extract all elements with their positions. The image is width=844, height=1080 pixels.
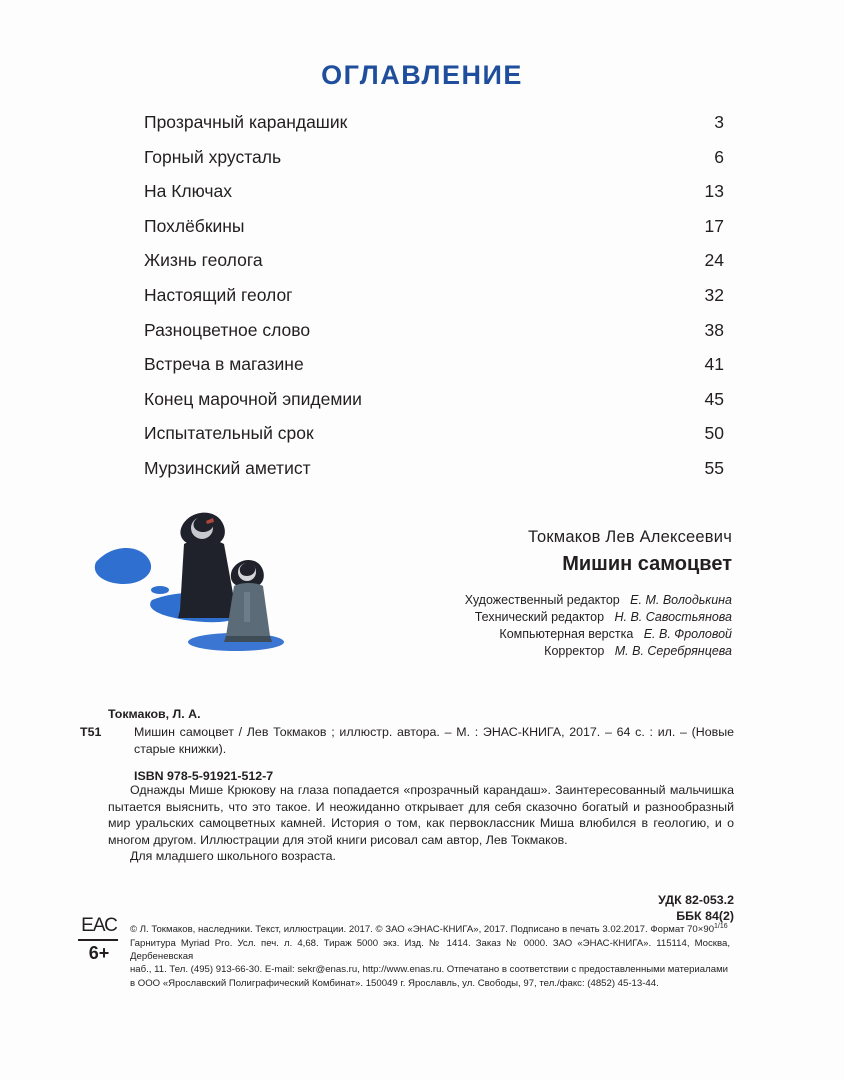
credit-person: М. В. Серебрянцева xyxy=(614,644,732,658)
imprint-line: Гарнитура Myriad Pro. Усл. печ. л. 4,68. Тираж 5000 экз. Изд. № 1414. Заказ № 0000. ЗАО «ЭНАС-КНИГА». 115114, Москва, Дербеневская xyxy=(130,937,730,962)
toc-leader-dots xyxy=(301,297,684,298)
toc-leader-dots xyxy=(240,193,684,194)
toc-entry xyxy=(144,112,724,147)
cip-author: Токмаков, Л. А. xyxy=(108,707,201,721)
credit-person: Е. В. Фроловой xyxy=(643,627,732,641)
imprint-fine-print xyxy=(130,920,730,990)
page-title: ОГЛАВЛЕНИЕ xyxy=(321,60,523,90)
imprint-line-text: © Л. Токмаков, наследники. Текст, иллюстрации. 2017. © ЗАО «ЭНАС-КНИГА», 2017. Подписано в печать 3.02.2017. Формат 70×90 xyxy=(130,924,715,936)
toc-leader-dots xyxy=(271,262,684,263)
table-of-contents xyxy=(144,112,724,493)
toc-entry xyxy=(144,216,724,251)
bbk-code: ББК 84(2) xyxy=(676,909,734,923)
toc-entry xyxy=(144,250,724,285)
imprint-line: в ООО «Ярославский Полиграфический Комбинат». 150049 г. Ярославль, ул. Свободы, 97, тел./факс: (4852) 45-13-44. xyxy=(130,977,659,989)
toc-entry xyxy=(144,147,724,182)
toc-entry-page: 13 xyxy=(704,181,724,202)
imprint-line xyxy=(130,920,730,937)
toc-leader-dots xyxy=(322,435,684,436)
credit-role: Компьютерная верстка xyxy=(499,627,634,641)
toc-entry-page: 24 xyxy=(704,250,724,271)
imprint-format-fraction: 1/16 xyxy=(714,923,728,930)
eac-conformity-mark xyxy=(78,916,120,963)
toc-leader-dots xyxy=(355,124,684,125)
toc-entry-page: 6 xyxy=(714,146,724,167)
toc-leader-dots xyxy=(289,159,684,160)
credit-line xyxy=(392,643,732,660)
toc-leader-dots xyxy=(312,366,684,367)
toc-entry xyxy=(144,389,724,424)
toc-entry-label: Похлёбкины xyxy=(144,215,245,236)
age-rating-badge: 6+ xyxy=(88,943,110,963)
toc-entry xyxy=(144,285,724,320)
toc-entry-label: Настоящий геолог xyxy=(144,284,293,305)
toc-entry-label: Разноцветное слово xyxy=(144,319,311,340)
credit-line xyxy=(392,609,732,626)
toc-entry-page: 38 xyxy=(704,319,724,340)
toc-leader-dots xyxy=(370,401,684,402)
toc-entry xyxy=(144,181,724,216)
colophon xyxy=(392,528,732,660)
toc-leader-dots xyxy=(318,332,684,333)
toc-entry xyxy=(144,354,724,389)
toc-entry-page: 45 xyxy=(704,388,724,409)
toc-entry-page: 50 xyxy=(704,423,724,444)
toc-entry-page: 17 xyxy=(704,215,724,236)
annotation-paragraph: Для младшего школьного возраста. xyxy=(130,849,336,864)
eac-icon: ЕАС xyxy=(81,915,117,936)
credit-line xyxy=(392,626,732,643)
credit-line xyxy=(392,592,732,609)
toc-entry-label: На Ключах xyxy=(144,181,232,202)
toc-leader-dots xyxy=(319,470,684,471)
toc-entry xyxy=(144,458,724,493)
credit-role: Художественный редактор xyxy=(464,593,620,607)
credit-role: Технический редактор xyxy=(474,610,605,624)
toc-leader-dots xyxy=(253,228,684,229)
toc-entry-label: Мурзинский аметист xyxy=(144,457,311,478)
toc-entry-label: Конец марочной эпидемии xyxy=(144,388,362,409)
annotation-paragraph: Однажды Мише Крюкову на глаза попадается «прозрачный карандаш». Заинтересованный мальчишка пытается выяснить, что это такое. И неожиданно открывает для себя сказочно богатый и разнообразный мир уральских самоцветных камней. История о том, как первоклассник Миша влюбился в геологию, и о многом другом. Иллюстрации для этой книги рисовал сам автор, Лев Токмаков. xyxy=(108,783,734,847)
toc-entry xyxy=(144,320,724,355)
colophon-book-title: Мишин самоцвет xyxy=(562,553,732,575)
toc-entry-page: 32 xyxy=(704,284,724,305)
divider xyxy=(78,939,118,941)
illustration-two-figures xyxy=(86,492,376,682)
toc-entry-page: 41 xyxy=(704,354,724,375)
toc-entry-label: Испытательный срок xyxy=(144,423,314,444)
udk-code: УДК 82-053.2 xyxy=(658,893,734,907)
toc-entry-label: Горный хрусталь xyxy=(144,146,282,167)
cataloguing-block xyxy=(80,706,734,785)
toc-entry xyxy=(144,423,724,458)
imprint-line: наб., 11. Тел. (495) 913-66-30. E-mail: sekr@enas.ru, http://www.enas.ru. Отпечатано в соответствии с предоставленными материалами xyxy=(130,964,729,976)
cip-shelf-code: Т51 xyxy=(80,725,102,739)
toc-entry-label: Жизнь геолога xyxy=(144,250,263,271)
credit-person: Н. В. Савостьянова xyxy=(614,610,732,624)
cip-description: Мишин самоцвет / Лев Токмаков ; иллюстр. автора. – М. : ЭНАС-КНИГА, 2017. – 64 с. : ил. – (Новые старые книжки). xyxy=(134,725,734,756)
toc-entry-page: 3 xyxy=(714,112,724,132)
toc-entry-label: Встреча в магазине xyxy=(144,354,304,375)
colophon-author: Токмаков Лев Алексеевич xyxy=(528,528,732,546)
isbn: ISBN 978-5-91921-512-7 xyxy=(134,769,274,784)
toc-entry-page: 55 xyxy=(704,457,724,478)
credit-person: Е. М. Володькина xyxy=(630,593,732,607)
annotation-block xyxy=(108,782,734,865)
credit-role: Корректор xyxy=(544,644,605,658)
toc-entry-label: Прозрачный карандашик xyxy=(144,112,348,132)
